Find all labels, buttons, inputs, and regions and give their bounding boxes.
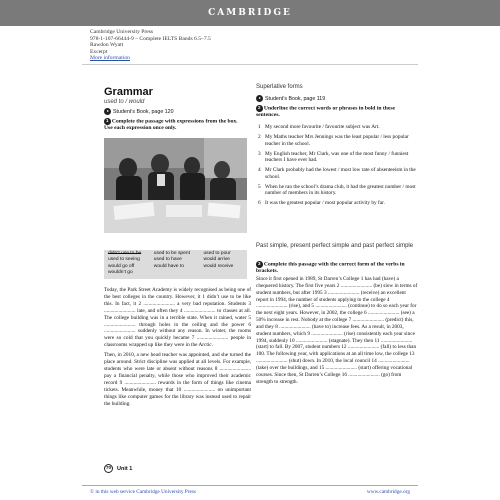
list-item: 4 Mr Clark probably had the lowest / most low rate of absenteeism in the school. — [258, 167, 416, 180]
box-item: would arrive — [203, 257, 230, 263]
box-item: used to have — [153, 257, 182, 263]
workbook-page — [104, 82, 420, 472]
website-link[interactable]: www.cambridge.org — [366, 489, 410, 495]
box-item: would have to — [153, 263, 184, 269]
exercise-1-instruction: 1 Complete the passage with expressions from the box. Use each expression once only. — [104, 118, 238, 132]
unit-label: Unit 1 — [117, 465, 133, 472]
arrow-icon — [256, 95, 263, 102]
section-subtitle: used to / would — [104, 99, 145, 105]
list-item: 1 My second more favourite / favourite subject was Art. — [258, 124, 380, 130]
passage-paragraph: Then, in 2010, a new head teacher was appointed, and she turned the place around. Strict discipline was applied at all levels. For example, students who were late or absent without reasons 8 ........................ pay a financial penalty, while those who improved their academic record 9 ........................ rewards in the form of things like cinema tickets. Meanwhile, money that 10 ........................ on unimportant things like computer games for the library was instead used to repair the building. — [104, 352, 251, 407]
list-item: 2 My Maths teacher Mrs Jennings was the least popular / less popular teacher in the school. — [258, 133, 409, 147]
section-title: Grammar — [104, 86, 153, 98]
list-item: 6 It was the greatest popular / most popular activity by far. — [258, 200, 385, 207]
header-bar — [0, 0, 500, 26]
box-item: would go off — [108, 263, 135, 269]
meta-excerpt: Excerpt — [90, 48, 108, 55]
more-information-link[interactable]: More information — [90, 55, 130, 62]
students-image — [104, 138, 247, 233]
box-item: would receive — [203, 263, 234, 269]
meta-isbn: 978-1-107-66444-9 – Complete IELTS Bands 6.5–7.5 — [90, 35, 211, 42]
publisher-logo: CAMBRIDGE — [208, 8, 292, 18]
box-item: used to pour — [203, 251, 231, 256]
exercise-2-instruction: 2 Underline the correct words or phrases in bold in these sentences. — [256, 105, 395, 119]
tenses-heading: Past simple, present perfect simple and past perfect simple — [256, 243, 414, 249]
passage-2: Since it first opened in 1989, St Darren’s College 1 has had (have) a chequered history. The first five years 2 ........................ (be) slow in terms of student numbers, but after 1995 3 ........................ (receive) an excellent report in 1994, the number of students applying to the college 4 ........................ (rise), and 5 ........................ (continue) to do so each year for the next eight years. However, in 2002, the college 6 ........................ (see) a 50% increase in rest. Nobody at the college 7 ........................ (predict) this, and they 8 ........................ (have to) increase fees. As a result, in 2003, student numbers, which 9 ........................ (rise) consistently each year since 1994, suddenly 10 ........................ (stagnate). They then 11 ........................ (start) to fall. By 2007, student numbers 12 ........................ (fall) to less than 100. The following year, with applications at an all time low, the college 13 ........................ (shut) down. In 2010, the local council 14 ........................ (take) over the buildings, and 15 ........................ (start) offering vocational courses. Since then, St Darren’s College 16 ........................ (go) from strength to strength. — [256, 276, 418, 385]
copyright-link[interactable]: © in this web service Cambridge University Press — [90, 489, 196, 495]
page-number: 70 — [105, 466, 112, 471]
box-item: used to seeing — [108, 257, 140, 263]
box-item: used to be spent — [153, 251, 190, 256]
superlative-heading: Superlative forms — [256, 84, 303, 90]
exercise-number-icon: 2 — [257, 105, 261, 110]
footer-divider — [82, 485, 418, 486]
meta-author: Rawdon Wyatt — [90, 42, 124, 49]
exercise-number-icon: 1 — [105, 118, 109, 123]
passage-paragraph: Today, the Park Street Academy is widely recognised as being one of the best colleges in the country. However, it 1 didn’t use to be like this. In fact, it 2 ........................ a very bad reputation. Students 3 ........................ late, and often they 4 ........................ to classes at all. The college building was in a terrible state. When it rained, water 5 ........................ through holes in the ceiling and the power 6 ........................ suddenly without any reason. In winter, the rooms were so cold that you quickly became 7 ........................ people in classrooms wrapped up like they were in the Arctic. — [104, 287, 251, 349]
box-item: didn’t use to be — [108, 251, 142, 256]
page-footer — [104, 464, 132, 473]
header-divider — [82, 64, 418, 65]
list-item: 3 My English teacher, Mr Clark, was one of the most funny / funniest teachers I have ever had. — [258, 150, 409, 164]
students-book-ref: Student’s Book, page 120 — [104, 108, 174, 115]
box-item: wouldn’t go — [108, 270, 133, 276]
classroom-photo — [104, 138, 247, 233]
exercise-number-icon: 3 — [257, 261, 261, 266]
book-meta — [90, 29, 211, 62]
exercise-3-instruction: 3 Complete this passage with the correct form of the verbs in brackets. — [256, 261, 405, 275]
expression-box — [104, 250, 247, 279]
students-book-ref-2: Student’s Book, page 119 — [256, 95, 325, 102]
arrow-icon — [104, 108, 111, 115]
meta-publisher: Cambridge University Press — [90, 29, 154, 35]
superlative-items — [256, 124, 420, 210]
passage-1 — [104, 287, 251, 411]
list-item: 5 When he ran the school’s drama club, it had the greatest number / most number of members in its history. — [258, 183, 416, 197]
